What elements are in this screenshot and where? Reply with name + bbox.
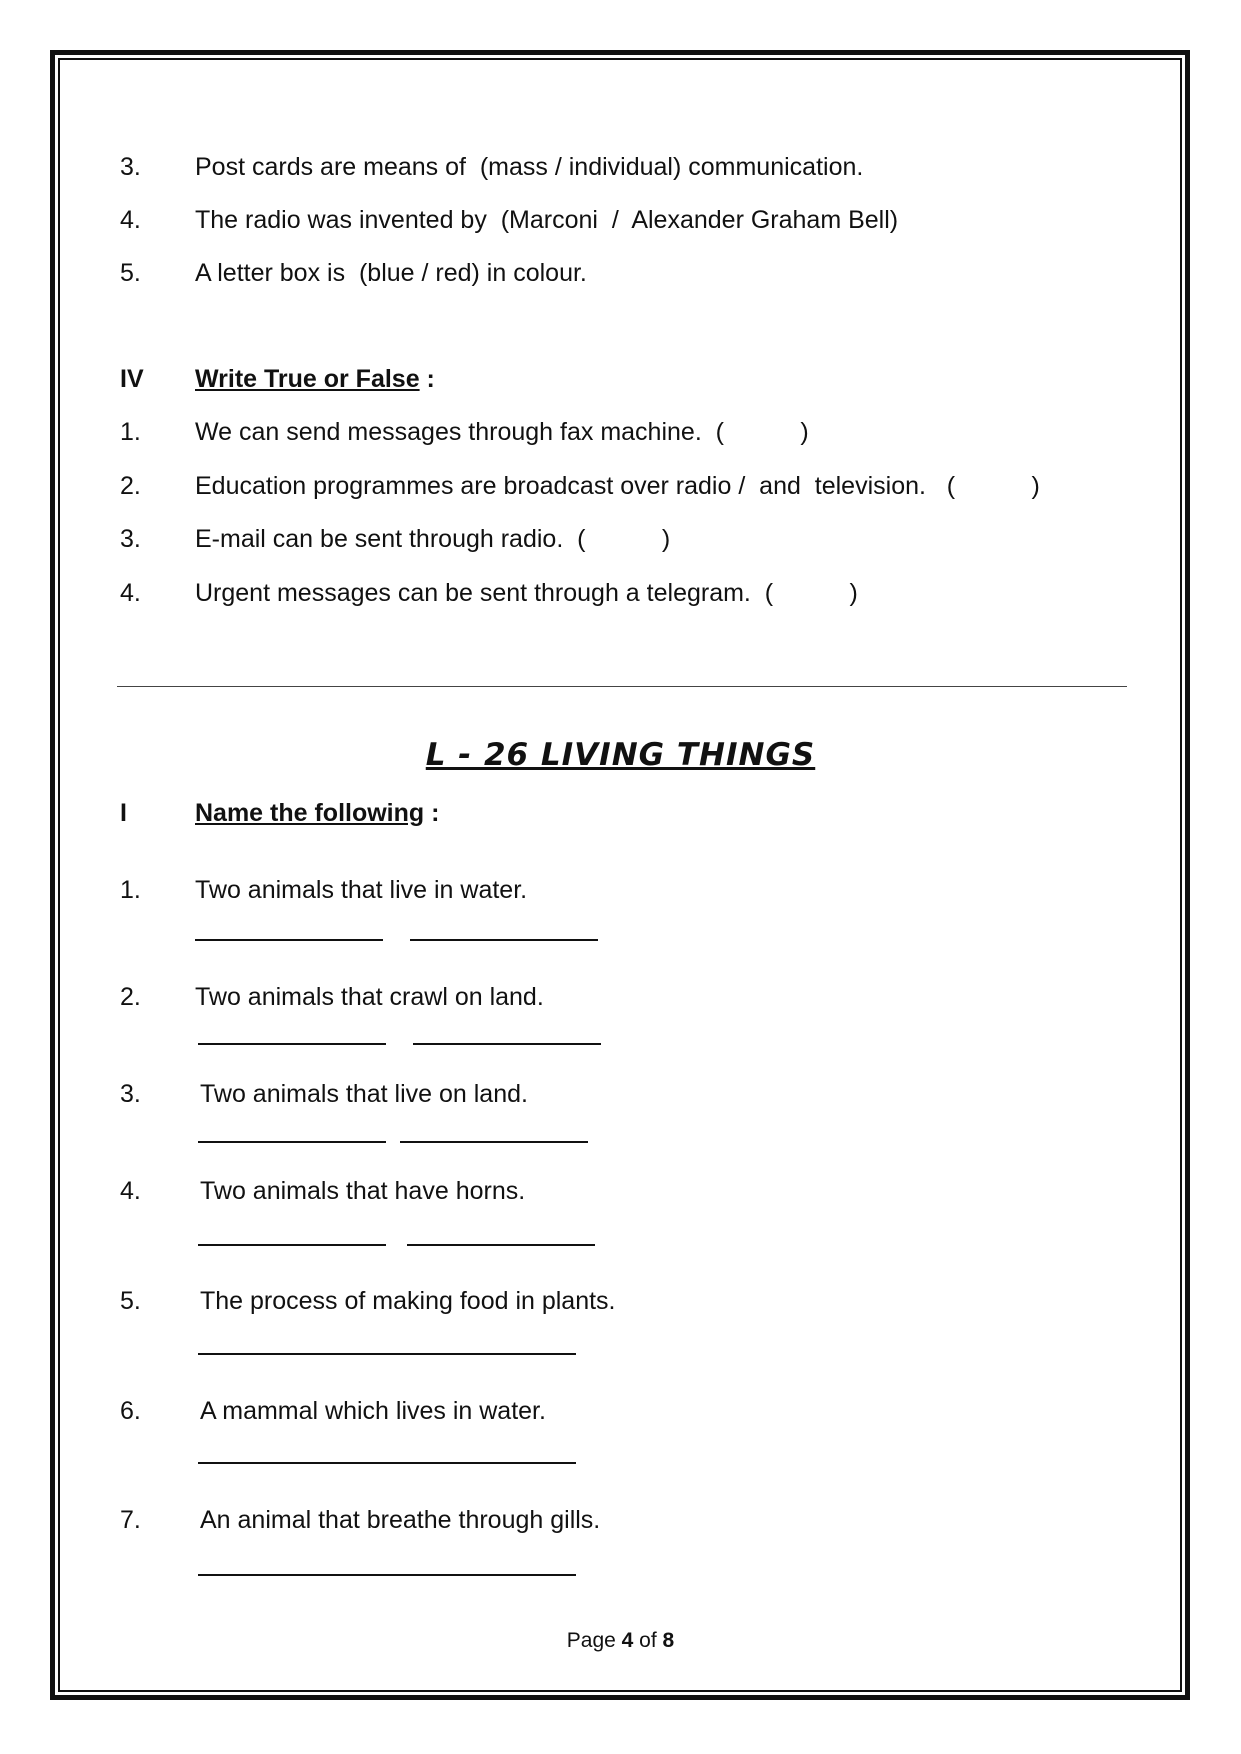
footer-page-word: Page (566, 1629, 622, 1652)
true-false-statement: E-mail can be sent through radio. ( ) (195, 525, 671, 553)
question-number: 5. (120, 1287, 141, 1315)
question-text: The process of making food in plants. (200, 1287, 616, 1315)
lesson-title-text: L - 26 LIVING THINGS (425, 737, 816, 773)
question-text: Two animals that live in water. (195, 876, 528, 904)
footer-total-pages: 8 (662, 1629, 675, 1652)
question-number: 2. (120, 983, 141, 1011)
answer-blank[interactable] (198, 1043, 386, 1045)
question-number: 2. (120, 472, 141, 500)
answer-blank[interactable] (413, 1043, 601, 1045)
question-number: 4. (120, 206, 141, 234)
question-number: 3. (120, 1080, 141, 1108)
question-number: 3. (120, 153, 141, 181)
true-false-statement: Urgent messages can be sent through a telegram. ( ) (195, 579, 858, 607)
question-number: 3. (120, 525, 141, 553)
question-text: Two animals that live on land. (200, 1080, 528, 1108)
true-false-statement: We can send messages through fax machine. ( ) (195, 418, 809, 446)
answer-blank[interactable] (410, 939, 598, 941)
section-roman-numeral: IV (120, 365, 144, 393)
question-number: 5. (120, 259, 141, 287)
true-false-statement: Education programmes are broadcast over radio / and television. ( ) (195, 472, 1040, 500)
question-number: 7. (120, 1506, 141, 1534)
answer-blank[interactable] (195, 939, 383, 941)
section-heading (195, 364, 435, 394)
question-text: The radio was invented by (Marconi / Alexander Graham Bell) (195, 206, 899, 234)
footer-of-word: of (633, 1629, 663, 1652)
section-heading-text: Name the following (195, 799, 425, 827)
question-text: Post cards are means of (mass / individual) communication. (195, 153, 864, 181)
section-heading (195, 798, 439, 828)
section-heading-text: Write True or False (195, 365, 420, 393)
question-number: 1. (120, 876, 141, 904)
answer-blank[interactable] (407, 1244, 595, 1246)
question-number: 6. (120, 1397, 141, 1425)
answer-blank[interactable] (400, 1141, 588, 1143)
answer-blank[interactable] (198, 1353, 576, 1355)
question-text: An animal that breathe through gills. (200, 1506, 601, 1534)
question-text: Two animals that crawl on land. (195, 983, 544, 1011)
answer-blank[interactable] (198, 1244, 386, 1246)
question-text: A letter box is (blue / red) in colour. (195, 259, 587, 287)
page-footer (0, 1628, 1241, 1654)
footer-current-page: 4 (621, 1629, 634, 1652)
question-number: 4. (120, 579, 141, 607)
section-heading-colon: : (419, 365, 435, 393)
section-divider (117, 686, 1127, 687)
answer-blank[interactable] (198, 1141, 386, 1143)
question-text: Two animals that have horns. (200, 1177, 526, 1205)
section-roman-numeral: I (120, 799, 127, 827)
section-heading-colon: : (424, 799, 440, 827)
lesson-title (0, 735, 1241, 775)
question-number: 1. (120, 418, 141, 446)
question-number: 4. (120, 1177, 141, 1205)
answer-blank[interactable] (198, 1462, 576, 1464)
question-text: A mammal which lives in water. (200, 1397, 546, 1425)
answer-blank[interactable] (198, 1574, 576, 1576)
